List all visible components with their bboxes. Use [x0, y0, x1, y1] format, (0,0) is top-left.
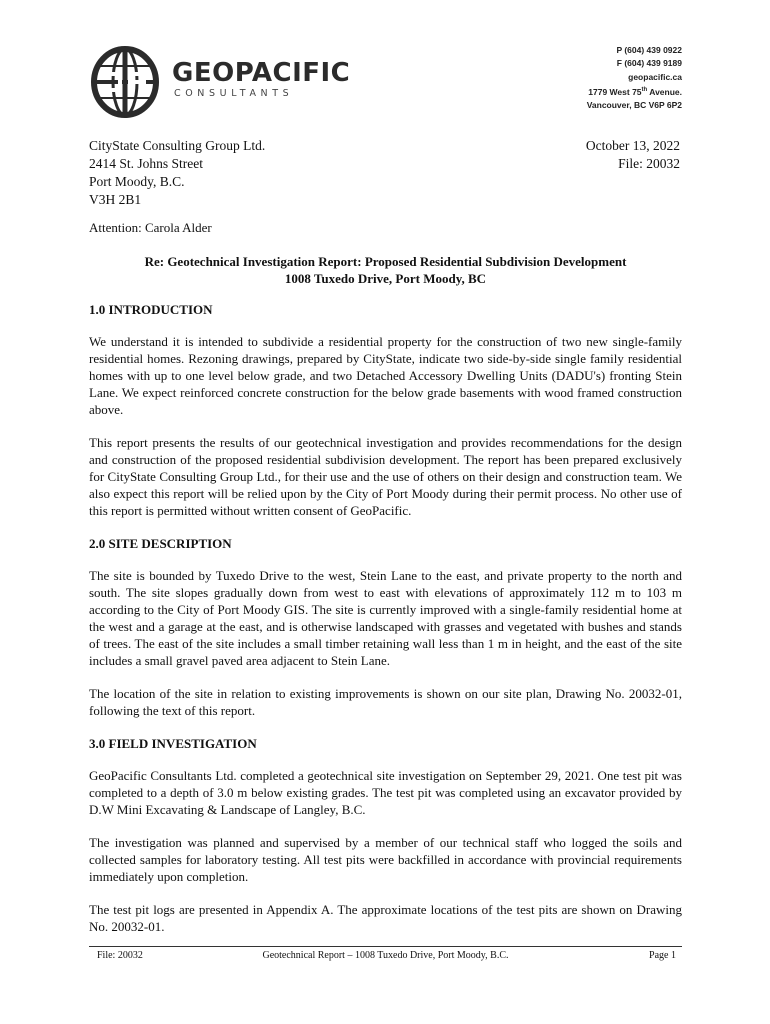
fax-number: F (604) 439 9189 — [616, 58, 682, 69]
recipient-city: Port Moody, B.C. — [89, 174, 185, 189]
phone-number: P (604) 439 0922 — [616, 45, 682, 55]
date-block — [586, 137, 680, 173]
site-paragraph: The location of the site in relation to existing improvements is shown on our site plan, Drawing No. 20032-01, following the text of this report. — [89, 686, 682, 718]
subject-line — [89, 253, 682, 287]
street-address — [587, 84, 682, 99]
website: geopacific.ca — [628, 71, 682, 82]
city-postal: Vancouver, BC V6P 6P2 — [586, 100, 682, 111]
file-number: File: 20032 — [618, 156, 680, 171]
subject-title: Re: Geotechnical Investigation Report: Proposed Residential Subdivision Development — [144, 254, 627, 269]
intro-paragraph: This report presents the results of our geotechnical investigation and provides recommendations for the design and construction of the proposed residential subdivision development. The report has been prepared exclusively for CityState Consulting Group Ltd., for their use and the use of others on their design and construction team. We also expect this report will be relied upon by the City of Port Moody during their permit process. No other use of this report is permitted without written consent of GeoPacific. — [89, 435, 682, 518]
recipient-address — [89, 137, 265, 209]
footer-divider — [89, 946, 682, 947]
contact-block — [587, 44, 682, 112]
intro-paragraph: We understand it is intended to subdivide a residential property for the construction of two new single-family residential homes. Rezoning drawings, prepared by CityState, indicate two side-by-side single family residential homes with up to one level below grade, and two Detached Accessory Dwelling Units (DADU's) fronting Stein Lane. We expect reinforced concrete construction for the below grade basements with wood framed construction above. — [89, 334, 682, 417]
footer-file: File: 20032 — [97, 950, 143, 961]
section-heading-site-description: 2.0 SITE DESCRIPTION — [89, 536, 232, 551]
section-heading-field-investigation: 3.0 FIELD INVESTIGATION — [89, 736, 257, 751]
site-paragraph: The site is bounded by Tuxedo Drive to the west, Stein Lane to the east, and private property to the north and south. The site slopes gradually down from west to east with elevations of approximately 112 m to 103 m according to the City of Port Moody GIS. The site is currently improved with a single-family residential home at the west and a garage at the east, and is otherwise landscaped with grasses and vegetated with bushes and stands of trees. The east of the site includes a small timber retaining wall less than 1 m in height, and the east of the site includes a small gravel paved area adjacent to Stein Lane. — [89, 568, 682, 668]
footer-page-number: Page 1 — [649, 950, 676, 961]
field-paragraph: The investigation was planned and supervised by a member of our technical staff who logged the soils and collected samples for laboratory testing. All test pits were backfilled in accordance with provincial requirements immediately upon completion. — [89, 835, 682, 884]
globe-logo-icon — [90, 44, 160, 120]
field-paragraph: The test pit logs are presented in Appendix A. The approximate locations of the test pits are shown on Drawing No. 20032-01. — [89, 902, 682, 934]
recipient-street: 2414 St. Johns Street — [89, 156, 204, 171]
address-street: Avenue. — [647, 86, 682, 97]
section-heading-introduction: 1.0 INTRODUCTION — [89, 302, 213, 317]
recipient-postal: V3H 2B1 — [89, 192, 142, 207]
attention-line: Attention: Carola Alder — [89, 220, 212, 235]
address-suffix: th — [641, 86, 648, 93]
address-number: 1779 West 75 — [588, 86, 642, 97]
geopacific-logo — [90, 44, 380, 120]
recipient-company: CityState Consulting Group Ltd. — [89, 138, 266, 153]
field-paragraph: GeoPacific Consultants Ltd. completed a geotechnical site investigation on September 29, 2021. One test pit was completed to a depth of 3.0 m below existing grades. The test pit was completed using an excavator provided by D.W Mini Excavating & Landscape of Langley, B.C. — [89, 768, 682, 817]
letter-date: October 13, 2022 — [585, 138, 680, 153]
footer-title: Geotechnical Report – 1008 Tuxedo Drive, Port Moody, B.C. — [262, 950, 509, 961]
company-subtitle: CONSULTANTS — [174, 88, 294, 99]
subject-address: 1008 Tuxedo Drive, Port Moody, BC — [284, 271, 487, 286]
letter-body — [89, 219, 682, 951]
company-name: GEOPACIFIC — [172, 58, 351, 88]
